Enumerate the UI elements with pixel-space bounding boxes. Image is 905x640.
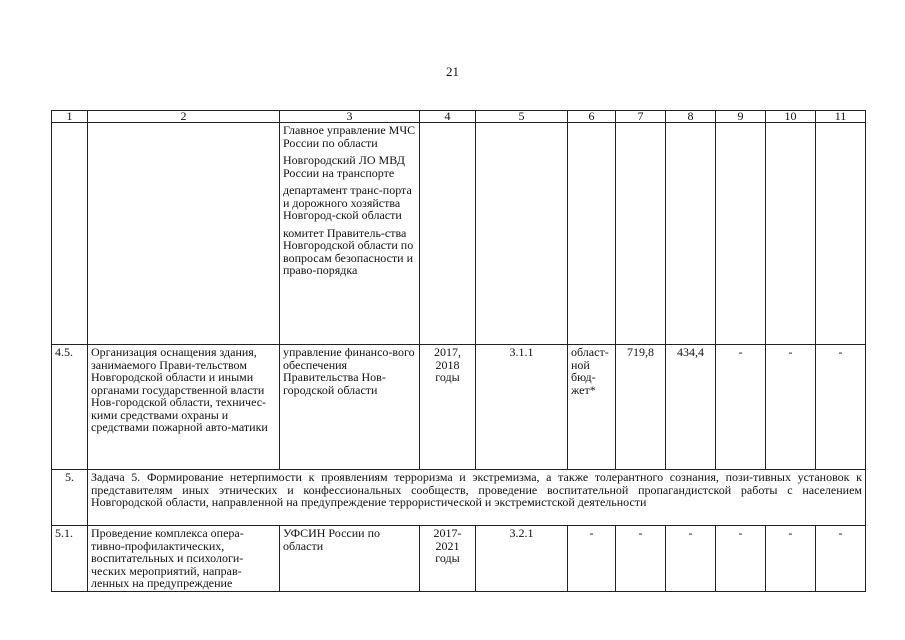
table-row-5-1 <box>52 526 866 592</box>
col-header-1: 1 <box>52 111 88 123</box>
value-col-10: - <box>766 526 816 592</box>
target-indicator: 3.1.1 <box>476 345 568 470</box>
executor-text: комитет Правитель-ства Новгородской области по вопросам безопасности и право-порядка <box>283 225 414 277</box>
table-row-4-5 <box>52 345 866 470</box>
col-header-6: 6 <box>568 111 616 123</box>
program-table <box>51 110 866 592</box>
period-text: 2017, 2018 годы <box>420 345 476 470</box>
column-number-row <box>52 111 866 123</box>
task-text: Задача 5. Формирование нетерпимости к проявлениям терроризма и экстремизма, а также толерантного сознания, пози-тивных установок к представителям иных этнических и конфессиональных сообществ, проведение воспитательной пропагандистской работы с населением Новгородской области, направленной на предупреждение террористической и экстремистской деятельности <box>88 470 866 526</box>
value-col-8: - <box>666 526 716 592</box>
col-header-5: 5 <box>476 111 568 123</box>
value-col-7: 719,8 <box>616 345 666 470</box>
funding-source: област-ной бюд-жет* <box>568 345 616 470</box>
col-header-3: 3 <box>280 111 420 123</box>
executor-text: управление финансо-вого обеспечения Правительства Нов-городской области <box>280 345 420 470</box>
col-header-11: 11 <box>816 111 866 123</box>
value-col-9: - <box>716 345 766 470</box>
value-col-11: - <box>816 345 866 470</box>
value-col-9: - <box>716 526 766 592</box>
target-indicator: 3.2.1 <box>476 526 568 592</box>
measure-name: Проведение комплекса опера-тивно-профилактических, воспитательных и психологи-ческих мероприятий, направ-ленных на предупреждение <box>88 526 280 592</box>
measure-name: Организация оснащения здания, занимаемого Прави-тельством Новгородской области и иными органами государственной власти Нов-городской области, техничес-кими средствами охраны и средствами пожарной авто-матики <box>88 345 280 470</box>
task-5-row <box>52 470 866 526</box>
col-header-4: 4 <box>420 111 476 123</box>
col-header-10: 10 <box>766 111 816 123</box>
col-header-7: 7 <box>616 111 666 123</box>
row-number: 4.5. <box>52 345 88 470</box>
executor-text: департамент транс-порта и дорожного хозяйства Новгород-ской области <box>283 183 412 222</box>
row-number: 5.1. <box>52 526 88 592</box>
executors-cell <box>280 123 420 345</box>
executor-text: Новгородский ЛО МВД России на транспорте <box>283 153 405 180</box>
col-header-2: 2 <box>88 111 280 123</box>
col-header-8: 8 <box>666 111 716 123</box>
period-text: 2017-2021 годы <box>420 526 476 592</box>
executor-text: УФСИН России по области <box>280 526 420 592</box>
value-col-8: 434,4 <box>666 345 716 470</box>
funding-source: - <box>568 526 616 592</box>
task-number: 5. <box>52 470 88 526</box>
executor-text: Главное управление МЧС России по области <box>283 123 416 150</box>
value-col-11: - <box>816 526 866 592</box>
value-col-7: - <box>616 526 666 592</box>
continuation-row <box>52 123 866 345</box>
page-number: 21 <box>446 64 459 79</box>
value-col-10: - <box>766 345 816 470</box>
col-header-9: 9 <box>716 111 766 123</box>
